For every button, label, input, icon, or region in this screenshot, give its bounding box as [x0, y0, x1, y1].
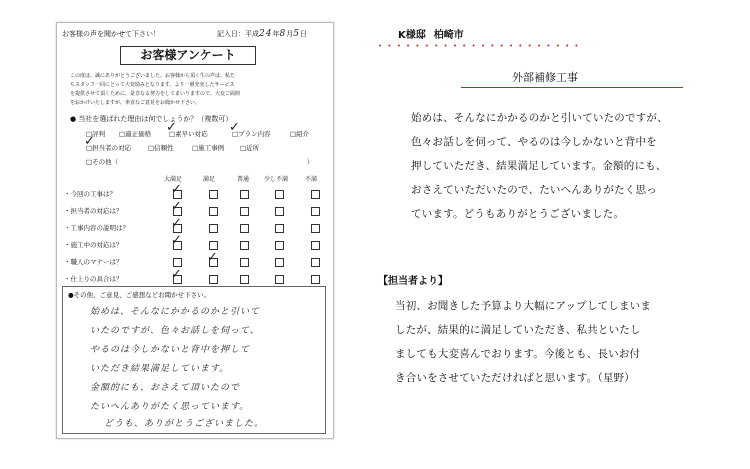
- rating-check: ✓: [171, 199, 182, 214]
- survey-intro-2: ちスタッフ一同にとって大変励みとなります。より一層充実したサービス: [70, 82, 235, 88]
- rating-checkbox: [275, 275, 284, 284]
- rating-check: ✓: [171, 267, 182, 282]
- customer-message-line: ています。どうもありがとうございました。: [411, 208, 625, 220]
- rating-row-label: ・担当者の対応は？: [64, 207, 123, 215]
- rating-checkbox: [209, 275, 218, 284]
- date-year: 24: [259, 29, 273, 39]
- check-staff: ✓: [84, 134, 95, 149]
- rating-checkbox: [275, 190, 284, 199]
- option-other: □その他（: [86, 158, 119, 166]
- rating-check: ✓: [171, 182, 182, 197]
- rating-check: ✓: [207, 250, 218, 265]
- customer-name: K様邸: [398, 30, 426, 41]
- rating-checkbox: [311, 275, 320, 284]
- rating-row-label: ・今回の工事は？: [64, 190, 116, 198]
- rating-row-label: ・施工中の対応は？: [64, 241, 123, 249]
- rating-check: ✓: [171, 216, 182, 231]
- staff-label: 【担当者より】: [378, 276, 448, 287]
- dotted-underline: • • • • • • • • • • • • • • • • • • • • • •: [378, 42, 581, 50]
- staff-message-line: 当初、お聞きした予算より大幅にアップしてしまいま: [395, 300, 652, 312]
- survey-question: ● 当社を選ばれた理由は何でしょうか？（複数可）: [70, 115, 233, 123]
- rating-check: ✓: [171, 233, 182, 248]
- customer-message-line: 始めは、そんなにかかるのかと引いていたのですが、: [411, 112, 668, 124]
- rating-checkbox: [311, 207, 320, 216]
- rating-checkbox: [311, 224, 320, 233]
- work-type-rule: [461, 87, 683, 88]
- date-year-label: 年: [272, 30, 280, 38]
- rating-header-satisfied: 満足: [203, 176, 216, 183]
- rating-checkbox: [240, 224, 249, 233]
- rating-checkbox: [240, 190, 249, 199]
- option-reputation: □評判: [86, 130, 106, 138]
- option-examples: □施工事例: [192, 144, 225, 152]
- option-plan: □プラン内容: [232, 130, 271, 138]
- rating-checkbox: [275, 224, 284, 233]
- rating-checkbox: [311, 190, 320, 199]
- rating-header-very-satisfied: 大満足: [164, 176, 183, 183]
- rating-row-label: ・仕上りの具合は？: [64, 275, 123, 283]
- rating-checkbox: [275, 207, 284, 216]
- rating-row-label: ・工事内容の説明は？: [64, 224, 129, 232]
- option-nearby: □近所: [240, 144, 260, 152]
- rating-row-label: ・職人のマナーは？: [64, 258, 123, 266]
- customer-message-line: 色々お話しを伺って、やるのは今しかないと背中を: [411, 136, 657, 148]
- rating-checkbox: [311, 258, 320, 267]
- check-plan: ✓: [229, 120, 240, 135]
- survey-title: お客様アンケート: [120, 46, 256, 65]
- rating-header-normal: 普通: [237, 176, 250, 183]
- survey-header-left: お客様の声を聞かせて下さい！: [62, 30, 160, 38]
- option-staff: □担当者の対応: [86, 144, 132, 152]
- rating-header-slightly-unsatisfied: 少し不満: [264, 176, 289, 183]
- staff-message-line: き合いをさせていただければと思います。（星野）: [395, 372, 636, 384]
- handwritten-line: いたのですが、色々お話しを伺って、: [90, 326, 260, 336]
- check-quick: ✓: [166, 120, 177, 135]
- handwritten-line: どうも、ありがとうございました。: [104, 419, 265, 429]
- rating-checkbox: [209, 224, 218, 233]
- rating-checkbox: [173, 258, 182, 267]
- handwritten-line: たいへんありがたく思っています。: [90, 402, 250, 412]
- staff-message-line: したが、結果的に満足していただき、私共といたし: [395, 324, 641, 336]
- rating-checkbox: [240, 241, 249, 250]
- customer-message-line: おさえていただいたので、たいへんありがたく思っ: [411, 184, 657, 196]
- rating-checkbox: [240, 258, 249, 267]
- handwritten-line: 始めは、そんなにかかるのかと引いて: [90, 307, 261, 317]
- option-quick: □素早い対応: [169, 130, 208, 138]
- rating-header-unsatisfied: 不満: [305, 176, 318, 183]
- customer-heading: [398, 26, 464, 41]
- date-day-label: 日: [299, 30, 307, 38]
- customer-message-line: 押していただき、結果満足しています。金額的にも、: [411, 160, 667, 172]
- rating-checkbox: [240, 275, 249, 284]
- rating-checkbox: [240, 207, 249, 216]
- option-other-close: ）: [307, 158, 314, 166]
- date-day: 5: [293, 29, 300, 39]
- handwritten-line: いただき結果満足しています。: [90, 364, 230, 374]
- date-prefix: 記入日：平成: [217, 30, 259, 38]
- survey-intro-1: この度は、誠にありがとうございました。お客様から頂く生の声は、私た: [70, 73, 236, 79]
- work-type-title: 外部補修工事: [512, 71, 578, 84]
- rating-checkbox: [209, 190, 218, 199]
- rating-checkbox: [275, 241, 284, 250]
- date-month: 8: [279, 29, 287, 39]
- rating-checkbox: [311, 241, 320, 250]
- staff-message-line: ましても大変喜んでおります。今後とも、長いお付: [395, 348, 641, 360]
- option-trust: □信頼性: [148, 144, 174, 152]
- survey-intro-3: を提供させて頂くために、是非なる努力をしてまいりますので、大変ご面倒: [70, 91, 240, 97]
- rating-checkbox: [275, 258, 284, 267]
- comment-label: ●その他、ご意見、ご感想などお聞かせ下さい。: [68, 291, 211, 299]
- survey-date: [217, 29, 307, 39]
- option-price: □適正価格: [119, 130, 152, 138]
- handwritten-line: やるのは今しかないと背中を押して: [90, 345, 251, 355]
- rating-checkbox: [209, 207, 218, 216]
- rating-checkbox: [209, 241, 218, 250]
- handwritten-line: 金額的にも、おさえて頂いたので: [90, 383, 241, 393]
- customer-city: 柏崎市: [433, 30, 464, 41]
- date-month-label: 月: [286, 30, 294, 38]
- survey-intro-4: をおかけいたしますが、率直なご意見をお聞かせ下さい。: [70, 100, 201, 106]
- option-referral: □紹介: [290, 130, 310, 138]
